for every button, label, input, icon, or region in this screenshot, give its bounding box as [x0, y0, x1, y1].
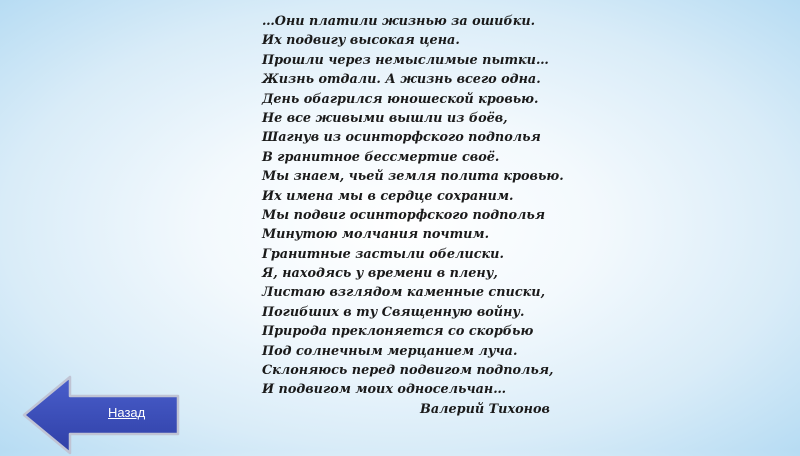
poem-line: Не все живыми вышли из боёв,	[262, 110, 508, 126]
back-button[interactable]	[22, 374, 184, 456]
arrow-left-icon	[22, 374, 184, 456]
poem-line: Мы знаем, чьей земля полита кровью.	[262, 169, 564, 185]
poem-line: В гранитное бессмертие своё.	[262, 149, 500, 165]
poem-line: Под солнечным мерцанием луча.	[262, 343, 518, 359]
poem-line: Склоняюсь перед подвигом подполья,	[262, 363, 554, 379]
poem-line: Погибших в ту Священную войну.	[262, 304, 525, 320]
poem-line: Минутою молчания почтим.	[262, 227, 490, 243]
poem-line: Листаю взглядом каменные списки,	[262, 285, 546, 301]
poem-line: День обагрился юношеской кровью.	[262, 91, 539, 107]
poem-author: Валерий Тихонов	[420, 401, 550, 417]
back-button-label[interactable]: Назад	[108, 405, 146, 420]
poem-line: Прошли через немыслимые пытки…	[262, 52, 549, 68]
poem-text	[262, 12, 582, 419]
poem-line: Их подвигу высокая цена.	[262, 33, 460, 49]
poem-line: Шагнув из осинторфского подполья	[262, 130, 541, 146]
poem-line: …Они платили жизнью за ошибки.	[262, 14, 536, 29]
poem-line: Жизнь отдали. А жизнь всего одна.	[262, 72, 541, 88]
poem-line: Природа преклоняется со скорбью	[262, 324, 534, 340]
poem-line: Мы подвиг осинторфского подполья	[262, 207, 546, 223]
poem-line: Гранитные застыли обелиски.	[262, 246, 504, 262]
poem-line: Их имена мы в сердце сохраним.	[262, 188, 514, 204]
poem-line: И подвигом моих односельчан…	[262, 382, 507, 398]
poem-line: Я, находясь у времени в плену,	[262, 266, 498, 282]
